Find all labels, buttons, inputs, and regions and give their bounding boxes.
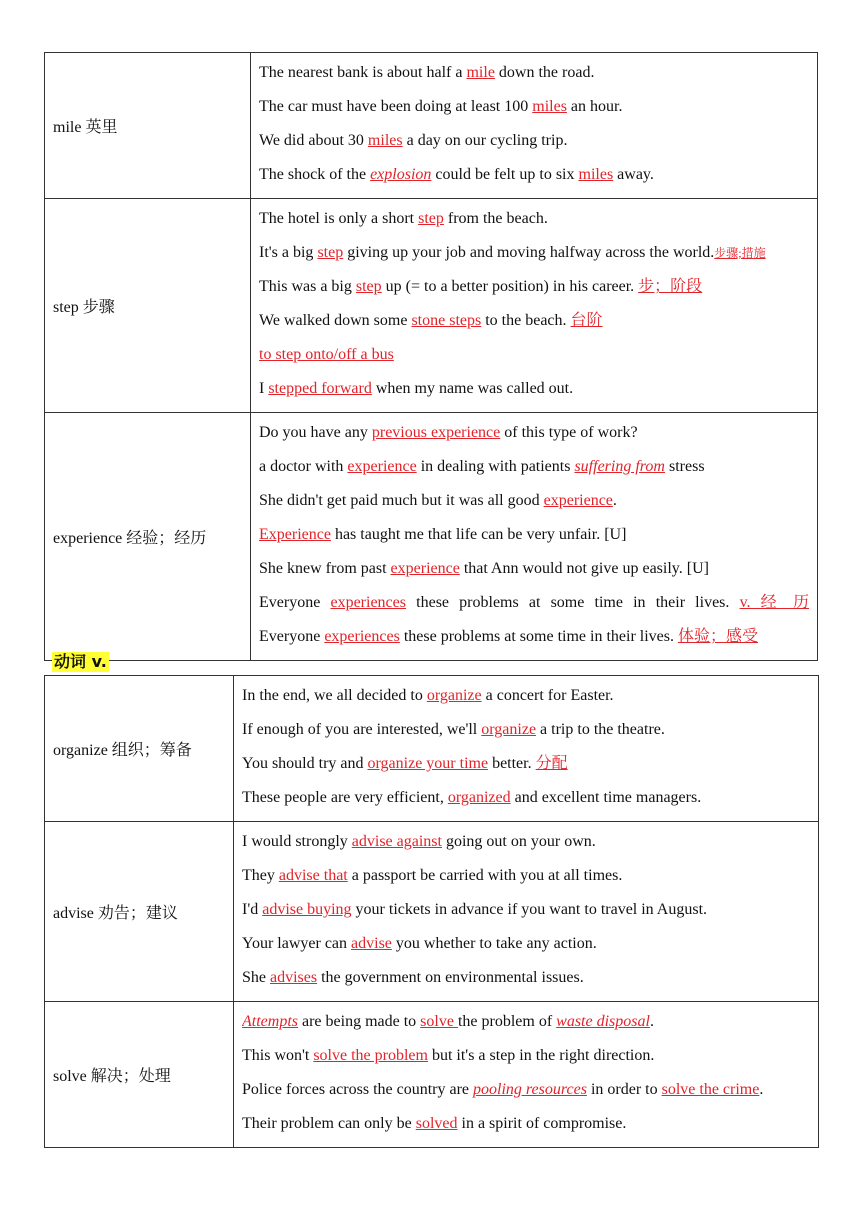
sentence-text: She didn't get paid much but it was all good — [259, 492, 544, 509]
sentence-text: in order to — [586, 1081, 662, 1098]
example-sentence — [242, 961, 810, 995]
sentence-text: Their problem can only be — [242, 1115, 416, 1132]
examples-cell — [251, 53, 818, 199]
headword-cell: step 步骤 — [45, 199, 251, 413]
sentence-text: away. — [613, 166, 654, 183]
highlighted-term: advise that — [278, 867, 348, 884]
sentence-text: and excellent time managers. — [510, 789, 702, 806]
example-sentence — [259, 236, 809, 270]
sentence-text: She knew from past — [259, 560, 391, 577]
highlighted-term: stepped forward — [268, 380, 372, 397]
vocab-row — [45, 822, 819, 1002]
sentence-text: that Ann would not give up easily. [U] — [459, 560, 709, 577]
sentence-text: Everyone — [259, 628, 325, 645]
chinese-gloss: 步；阶段 — [638, 278, 703, 295]
example-sentence — [242, 781, 810, 815]
sentence-text: This won't — [242, 1047, 314, 1064]
sentence-text: stress — [664, 458, 705, 475]
chinese-gloss: 分配 — [535, 755, 568, 772]
highlighted-term: solve — [420, 1013, 458, 1030]
sentence-text: a trip to the theatre. — [536, 721, 665, 738]
examples-cell — [251, 413, 818, 661]
highlighted-term: step — [418, 210, 444, 227]
sentence-text: The nearest bank is about half a — [259, 64, 467, 81]
sentence-text: . — [759, 1081, 764, 1098]
chinese-gloss: 体验；感受 — [678, 628, 759, 645]
sentence-text: your tickets in advance if you want to travel in August. — [351, 901, 708, 918]
example-sentence — [259, 586, 809, 620]
highlighted-term: solved — [415, 1115, 458, 1132]
highlighted-term: mile — [466, 64, 495, 81]
sentence-text: these problems at some time in their lives. — [405, 594, 740, 611]
headword-cell: organize 组织；筹备 — [45, 676, 234, 822]
highlighted-term: Experience — [259, 526, 331, 543]
example-sentence — [259, 338, 809, 372]
highlighted-term: organize — [426, 687, 482, 704]
sentence-text: I would strongly — [242, 833, 352, 850]
sentence-text: to the beach. — [481, 312, 571, 329]
sentence-text: She — [242, 969, 270, 986]
vocab-row — [45, 199, 818, 413]
highlighted-term: solve the crime — [661, 1081, 760, 1098]
sentence-text: We did about 30 — [259, 132, 368, 149]
sentence-text: the problem of — [457, 1013, 557, 1030]
highlighted-term: previous experience — [371, 424, 501, 441]
vocab-row — [45, 413, 818, 661]
sentence-text: the government on environmental issues. — [317, 969, 584, 986]
examples-cell — [234, 822, 819, 1002]
highlighted-term: organize — [481, 721, 537, 738]
noun-vocab-table — [44, 52, 818, 661]
example-sentence — [242, 1073, 810, 1107]
sentence-text: better. — [488, 755, 536, 772]
example-sentence — [242, 825, 810, 859]
sentence-text: going out on your own. — [441, 833, 596, 850]
highlighted-term: miles — [532, 98, 567, 115]
examples-cell — [251, 199, 818, 413]
vocab-row — [45, 1002, 819, 1148]
example-sentence — [242, 679, 810, 713]
example-sentence — [259, 270, 809, 304]
highlighted-term: step — [355, 278, 382, 295]
sentence-text: when my name was called out. — [371, 380, 574, 397]
sentence-text: but it's a step in the right direction. — [427, 1047, 655, 1064]
sentence-text: They — [242, 867, 279, 884]
highlighted-term: experience — [543, 492, 613, 509]
example-sentence — [242, 893, 810, 927]
sentence-text: The car must have been doing at least 100 — [259, 98, 533, 115]
example-sentence — [259, 416, 809, 450]
sentence-text: up (= to a better position) in his career. — [381, 278, 639, 295]
examples-cell — [234, 1002, 819, 1148]
example-sentence — [259, 484, 809, 518]
example-sentence — [242, 927, 810, 961]
highlighted-term: experiences — [324, 628, 400, 645]
highlighted-term: Attempts — [242, 1013, 298, 1030]
sentence-text: a concert for Easter. — [481, 687, 614, 704]
sentence-text: Do you have any — [259, 424, 372, 441]
example-sentence — [242, 1039, 810, 1073]
example-sentence — [259, 56, 809, 90]
sentence-text: you whether to take any action. — [391, 935, 597, 952]
sentence-text: Everyone — [259, 594, 331, 611]
highlighted-term: waste disposal — [556, 1013, 650, 1030]
sentence-text: a doctor with — [259, 458, 348, 475]
sentence-text: Police forces across the country are — [242, 1081, 474, 1098]
headword-cell: solve 解决；处理 — [45, 1002, 234, 1148]
sentence-text: We walked down some — [259, 312, 412, 329]
headword-cell: advise 劝告；建议 — [45, 822, 234, 1002]
highlighted-term: experiences — [330, 594, 406, 611]
sentence-text: are being made to — [298, 1013, 421, 1030]
example-sentence — [259, 552, 809, 586]
example-sentence — [242, 1107, 810, 1141]
example-sentence — [259, 372, 809, 406]
highlighted-term: step — [317, 244, 344, 261]
example-sentence — [259, 450, 809, 484]
chinese-gloss: 台阶 — [570, 312, 603, 329]
sentence-text: giving up your job and moving halfway across the world. — [343, 244, 715, 261]
sentence-text: If enough of you are interested, we'll — [242, 721, 482, 738]
chinese-gloss: v. 经 历 — [739, 594, 809, 611]
highlighted-term: advise against — [351, 833, 442, 850]
highlighted-term: to step onto/off a bus — [259, 346, 394, 363]
verb-vocab-table — [44, 675, 819, 1148]
sentence-text: of this type of work? — [500, 424, 638, 441]
example-sentence — [259, 518, 809, 552]
highlighted-term: advise — [351, 935, 392, 952]
sentence-text: these problems at some time in their lives. — [399, 628, 678, 645]
highlighted-term: experience — [390, 560, 460, 577]
example-sentence — [259, 124, 809, 158]
headword-cell: mile 英里 — [45, 53, 251, 199]
vocab-row — [45, 53, 818, 199]
sentence-text: from the beach. — [443, 210, 548, 227]
example-sentence — [259, 304, 809, 338]
sentence-text: It's a big — [259, 244, 318, 261]
sentence-text: These people are very efficient, — [242, 789, 448, 806]
headword-cell: experience 经验；经历 — [45, 413, 251, 661]
highlighted-term: explosion — [370, 166, 432, 183]
sentence-text: This was a big — [259, 278, 356, 295]
examples-cell — [234, 676, 819, 822]
highlighted-term: organize your time — [367, 755, 489, 772]
sentence-text: a passport be carried with you at all times. — [347, 867, 623, 884]
sentence-text: I'd — [242, 901, 263, 918]
example-sentence — [259, 202, 809, 236]
sentence-text: The hotel is only a short — [259, 210, 419, 227]
highlighted-term: pooling resources — [473, 1081, 587, 1098]
example-sentence — [259, 90, 809, 124]
sentence-text: an hour. — [566, 98, 623, 115]
example-sentence — [259, 158, 809, 192]
highlighted-term: miles — [578, 166, 614, 183]
example-sentence — [259, 620, 809, 654]
section-verbs-label: 动词 v. — [54, 652, 107, 671]
sentence-text: . — [612, 492, 617, 509]
example-sentence — [242, 713, 810, 747]
sentence-text: in a spirit of compromise. — [457, 1115, 627, 1132]
sentence-text: down the road. — [494, 64, 595, 81]
example-sentence — [242, 747, 810, 781]
sentence-text: has taught me that life can be very unfair. [U] — [330, 526, 627, 543]
highlighted-term: organized — [447, 789, 511, 806]
sentence-text: In the end, we all decided to — [242, 687, 427, 704]
highlighted-term: miles — [367, 132, 403, 149]
highlighted-term: advises — [270, 969, 318, 986]
chinese-gloss: 步骤;措施 — [714, 246, 766, 260]
sentence-text: You should try and — [242, 755, 368, 772]
sentence-text: The shock of the — [259, 166, 371, 183]
example-sentence — [242, 1005, 810, 1039]
sentence-text: . — [649, 1013, 654, 1030]
example-sentence — [242, 859, 810, 893]
sentence-text: could be felt up to six — [431, 166, 579, 183]
highlighted-term: advise buying — [262, 901, 352, 918]
highlighted-term: suffering from — [574, 458, 665, 475]
highlighted-term: experience — [347, 458, 417, 475]
sentence-text: Your lawyer can — [242, 935, 352, 952]
highlighted-term: solve the problem — [313, 1047, 428, 1064]
sentence-text: in dealing with patients — [416, 458, 575, 475]
vocab-row — [45, 676, 819, 822]
sentence-text: I — [259, 380, 269, 397]
sentence-text: a day on our cycling trip. — [402, 132, 568, 149]
highlighted-term: stone steps — [411, 312, 482, 329]
